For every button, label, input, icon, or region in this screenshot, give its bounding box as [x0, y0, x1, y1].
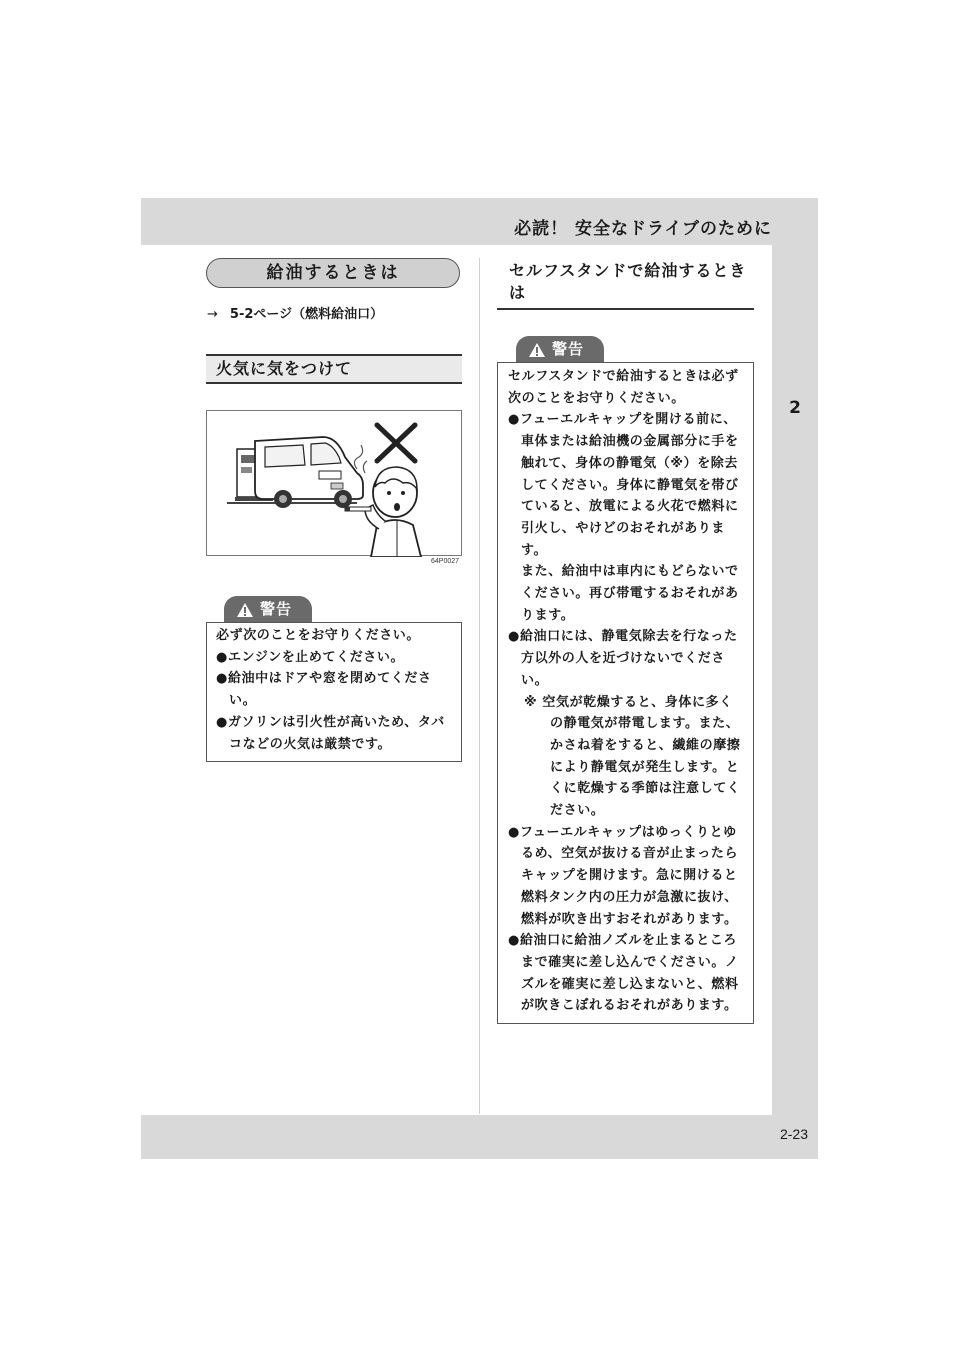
no-smoking-illustration — [206, 410, 462, 556]
warning-triangle-icon — [236, 602, 254, 618]
warning-item: ●フューエルキャップを開ける前に、車体または給油機の金属部分に手を触れて、身体の静電気（※）を除去してください。身体に静電気を帯びていると、放電による火花で燃料に引火し、やけどのおそれがあります。 — [508, 412, 739, 558]
warning-item: ●フューエルキャップはゆっくりとゆるめ、空気が抜ける音が止まったらキャップを開けます。急に開けると燃料タンク内の圧力が急激に抜け、燃料が吹き出すおそれがあります。 — [508, 824, 739, 927]
warning-item: ●エンジンを止めてください。 — [216, 649, 405, 665]
warning-item: ●給油口に給油ノズルを止まるところまで確実に差し込んでください。ノズルを確実に差し込まないと、燃料が吹きこぼれるおそれがあります。 — [508, 933, 739, 1014]
warning-label: 警告 — [260, 600, 293, 618]
warning-tab-left — [224, 596, 312, 622]
reference-text: 5-2ページ（燃料給油口） — [229, 307, 384, 322]
refueling-smoking-drawing — [207, 411, 463, 557]
warning-intro: セルフスタンドで給油するときは必ず次のことをお守りください。 — [508, 369, 739, 406]
chapter-tab: 2 — [789, 398, 801, 418]
warning-box-right — [497, 362, 754, 1024]
warning-item: ●給油中はドアや窓を閉めてください。 — [216, 671, 432, 709]
warning-item: ●給油口には、静電気除去を行なった方以外の人を近づけないでください。 — [508, 629, 738, 688]
page-number: 2-23 — [779, 1126, 808, 1142]
warning-triangle-icon — [528, 342, 546, 358]
warning-item: ●ガソリンは引火性が高いため、タバコなどの火気は厳禁です。 — [216, 714, 445, 752]
column-divider — [479, 258, 480, 1114]
section-heading-self-service: セルフスタンドで給油するときは — [497, 258, 754, 310]
static-electricity-note: ※ 空気が乾燥すると、身体に多くの静電気が帯電します。また、かさね着をすると、繊維の摩擦により静電気が発生します。とくに乾燥する季節は注意してください。 — [524, 694, 741, 819]
arrow-icon: → — [207, 307, 218, 322]
section-title-refueling: 給油するときは — [206, 258, 460, 288]
warning-label: 警告 — [552, 340, 585, 358]
sub-heading-fire: 火気に気をつけて — [206, 354, 462, 384]
page-header-title: 必読！ 安全なドライブのために — [514, 219, 772, 239]
warning-box-left — [206, 622, 462, 762]
warning-item-continued: また、給油中は車内にもどらないでください。再び帯電するおそれがあります。 — [521, 564, 739, 623]
page-reference — [207, 303, 383, 322]
warning-intro: 必ず次のことをお守りください。 — [216, 628, 421, 643]
illustration-code: 64P0027 — [431, 558, 460, 565]
warning-tab-right — [516, 336, 604, 362]
